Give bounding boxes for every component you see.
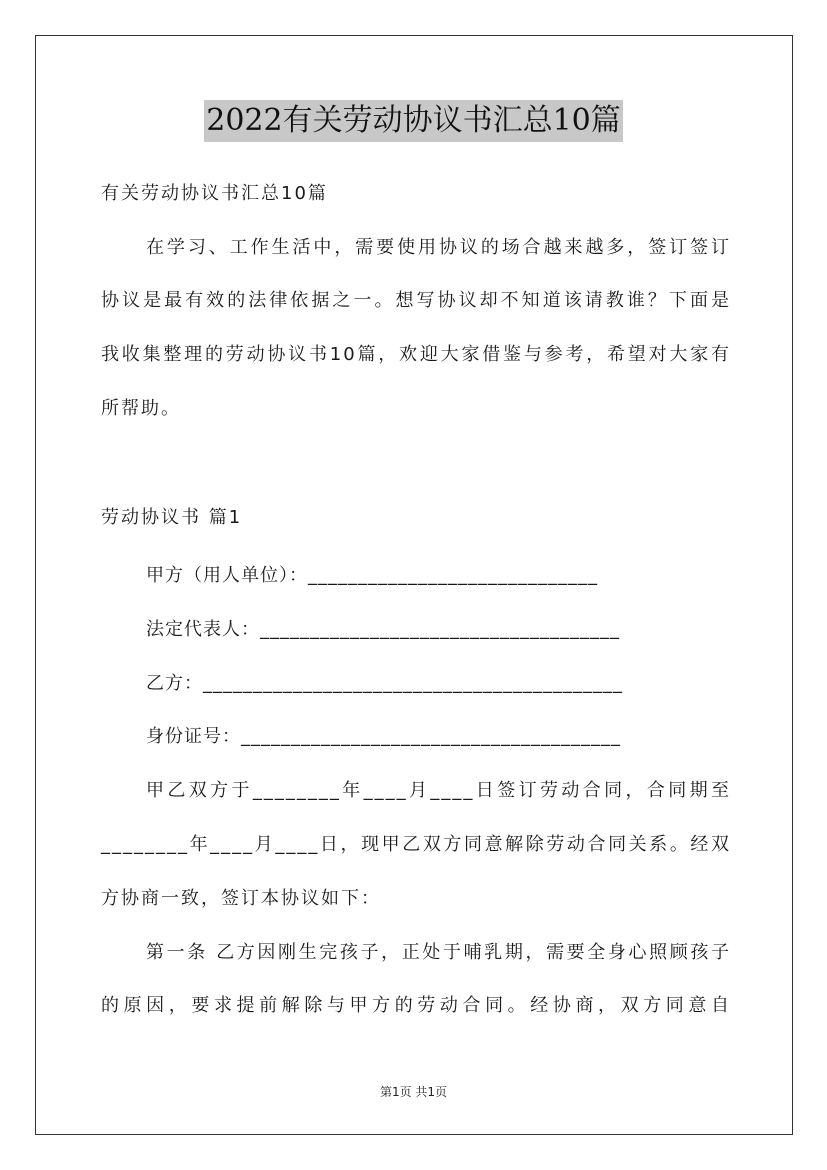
page-footer: 第1页 共1页 xyxy=(379,1085,448,1099)
intro-line-4: 所帮助。 xyxy=(101,398,181,419)
body-line-4: 第一条 乙方因刚生完孩子，正处于哺乳期，需要全身心照顾孩子 xyxy=(146,942,731,963)
field-party-b: 乙方：__________________________________________ xyxy=(146,673,623,694)
body-line-1: 甲乙双方于________年____月____日签订劳动合同，合同期至 xyxy=(146,780,731,801)
field-party-a: 甲方（用人单位）：_____________________________ xyxy=(146,565,598,586)
body-line-2: ________年____月____日，现甲乙双方同意解除劳动合同关系。经双 xyxy=(101,834,731,855)
document-title-wrapper xyxy=(0,100,827,142)
body-line-3: 方协商一致，签订本协议如下： xyxy=(101,888,381,909)
section-heading: 劳动协议书 篇1 xyxy=(101,507,243,528)
field-id-number: 身份证号：______________________________________ xyxy=(146,726,621,747)
document-subtitle: 有关劳动协议书汇总10篇 xyxy=(101,183,328,204)
intro-line-3: 我收集整理的劳动协议书10篇，欢迎大家借鉴与参考，希望对大家有 xyxy=(101,344,731,365)
intro-line-1: 在学习、工作生活中，需要使用协议的场合越来越多，签订签订 xyxy=(146,237,731,258)
body-line-5: 的原因，要求提前解除与甲方的劳动合同。经协商，双方同意自 xyxy=(101,995,731,1016)
field-legal-representative: 法定代表人：____________________________________ xyxy=(146,619,620,640)
document-title: 2022有关劳动协议书汇总10篇 xyxy=(204,100,623,142)
intro-line-2: 协议是最有效的法律依据之一。想写协议却不知道该请教谁？下面是 xyxy=(101,290,731,311)
